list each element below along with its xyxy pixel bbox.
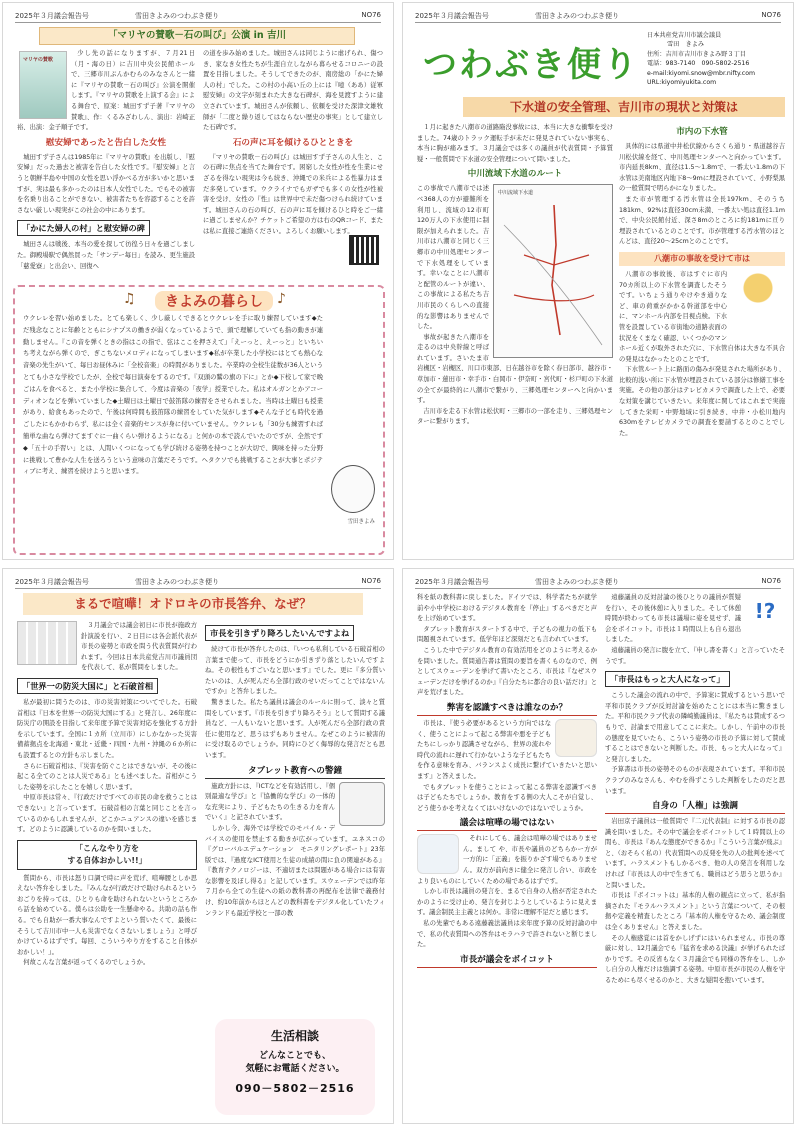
address: 住所：吉川市吉川市きよみ野３丁目 [647,50,746,58]
kiyomi-life-box [13,285,385,555]
section-heading-boxed: 「市長はもっと大人になって」 [605,671,730,687]
article-col-left [17,49,195,281]
ukulele-icon: ♫ [123,291,136,307]
paragraph: ３月議会では議会初日に市長が施政方針演説を行い、２日目には各会派代表が市長の姿勢と市政を問う代表質問が行われます。今回は日本共産党吉川市議員団を代表して、私が質問をしました。 [81,622,197,672]
map-title: 中川流域下水道 [498,190,534,197]
children-illustration [555,719,597,757]
paragraph: 遠藤議員の発言に腹を立て、『申し書を書く』と言っていたそうです。 [605,646,785,665]
section-heading: 中川流域下水道のルート [467,169,563,180]
issue-number: NO76 [361,577,381,585]
kurashi-title: きよみの暮らし [155,291,273,311]
headline: 下水道の安全管理、吉川市の現状と対策は [509,100,738,114]
paragraph: 具体的には県道中井松伏線からさくら通り・県道越谷吉川松伏線を経て、中川処理センターへと向かっています。市内延長8km、直径は1.5～1.8mで、一番太い1.8mの下水管は美南地区内地下8～9mに埋設されていて、小野梨黒の一般質問で明らかになりました。 [619,143,785,193]
paragraph: でもタブレットを使うことによって起こる弊害を認識すべきは子どもたちでしょうか。教育をする側の大人こそが自覚し、どう使うかを考えなくてはいけないのではないでしょうか。 [417,783,597,812]
sewer-route-map [493,184,613,358]
issue-label: 2025年３月議会報告号 [15,578,89,586]
page-header [15,11,381,23]
manhole-illustration [731,270,785,330]
consult-text: 気軽にお電話ください。 [245,1064,345,1074]
section-heading-boxed: 「世界一の防災大国に」と石破首相 [17,678,158,694]
section-heading: 自身の「人権」は強調 [605,800,785,814]
paragraph: 私の先輩でもある遠藤義法議員は来年度予算の反対討論の中で、私の代表質問への答弁はモラハラで許されないと断じました。 [417,920,597,949]
section-heading-line: 「こんなやり方を [75,843,139,853]
paragraph: １月に起きた八潮市の道路陥没事故には、本当に大きな衝撃を受けました。74歳のトラック運転手が未だに発見されていない事実も、本当に胸が痛みます。３月議会では多くの議員が代表質問・予算質疑・一般質問で下水道の安全管理について問いました。 [417,124,613,163]
newsletter-name: 雪田きよみのつわぶき便り [535,578,619,586]
sewer-col-right [619,123,785,555]
speech-cont-col-left [417,593,597,1119]
newsletter-name: 雪田きよみのつわぶき便り [135,12,219,20]
paragraph: 市長は、『使う必要があるという方向ではなく、使うことによって起こる弊害や悪を子どもたちにしっかり認識させながら、世界の流れや時代の流れに遅れて行かないような子どもたちを作る意味を育み、バランスよく成長に繋げていきたいと思います』と答えました。 [417,719,597,780]
sewer-col-left [417,123,613,555]
issue-label: 2025年３月議会報告号 [15,12,89,20]
article-title: 「マリヤの賛歌－石の叫び」公演 in 吉川 [108,30,286,41]
section-heading: 弊害を認識すべきは誰なのか？ [417,702,597,716]
speech-col-left [17,621,197,1119]
headline-banner [23,593,363,615]
portrait-caption: 雪田きよみ [347,519,375,525]
section-heading: 議会は喧嘩の場ではない [417,817,597,831]
paragraph: 吉川市を走る下水管は松伏町・三郷市の一部を走り、三郷処理センターに繋がります。 [417,407,613,426]
issue-label: 2025年３月議会報告号 [415,578,489,586]
paragraph: 『マリヤの賛歌－石の叫び』は城田すず子さんの人生と、この石碑に焦点を当てた舞台です。困窮した女性が性を生業にせざるを得ない現実は今も続き、沖縄での米兵による性暴力はまだ多発しています。ウクライナでもガザでも多くの女性が性被害を受け、女性の『性』は世界中で未だ傷つけられ続けています。城田さんの石の叫び、石の声に耳を傾けるひと時をご一緒に過ごしませんか？チケットご希望の方は右のQRコード、または私に直接ご連絡ください。よろしくお願いします。 [203,153,383,235]
paragraph: しかし今、海外では学校でのモバイル・デバイスの使用を禁止する動きが広がっています。ユネスコの『グローバルエデュケーション モニタリングレポート』23年版では、『過度なICT使用と生徒の成績の間に負の関連がある』『教育テクノロジーは、不適切または問題がある場合には有害な影響を及ぼし得る』と記しています。スウェーデンでは昨年７月から全ての生徒への紙の教科書の再配布を法律で義務付け、約10年前からほとんどの教科書をデジタル化していたフィンランドも最近学校と一部の教 [205,824,385,917]
page-1 [2,2,394,560]
section-heading-boxed: 「かにた婦人の村」と慰安婦の碑 [17,220,150,236]
paragraph: 施政方針には、『ICTなどを有効活用し、『個別最適な学び』と『協働的な学び』の一体的な充実により、子どもたちの生きる力を育んでいく』と記されています。 [205,782,335,822]
tablet-illustration [339,782,385,826]
section-heading: 市長が議会をボイコット [417,954,597,968]
paragraph: さらに石破首相は、『災害を防ぐことはできないが、その後に起こる全てのことは人災である』とも述べました。首相がこうした姿勢を示したことを嬉しく思います。 [17,762,197,791]
paragraph: しかし市長は議員の発言を、まるで自身の人格が否定されたかのように受け止め、発言を封じようとしているように見えます。議会制民主主義とは何か。非常に理解不足だと感じます。 [417,888,597,917]
paragraph: の道を歩み始めました。城田さんは同じように虐げられ、傷つき、家なき女性たちが生涯自立しながら暮らせるコロニーの設置を目指しました。そうしてできたのが、南房総の「かにた婦人の村」でした。この村の小高い丘の上には『噫（ああ）従軍慰安婦』の文字が刻まれた大きな石碑が、海を見渡すように建立されています。城田さんが依頼し、依頼を受けた深津文雄牧師が「二度と繰り返してはならない歴史の事実」として建立した石碑です。 [203,50,383,132]
councillor-name: 雪田 きよみ [667,41,705,49]
masthead-title: つわぶき便り [423,45,639,85]
paragraph: 何故こんな言葉が返ってくるのでしょうか。 [23,959,150,967]
qr-code[interactable] [349,235,379,265]
issue-number: NO76 [761,577,781,585]
issue-number: NO76 [361,11,381,19]
kurashi-body [23,313,379,551]
section-heading-line: する自体おかしい!!」 [67,855,147,865]
headline: まるで喧嘩！オドロキの市長答弁、なぜ？ [74,596,312,611]
consult-text: どんなことでも、 [258,1051,331,1061]
masthead-contact [647,31,787,87]
paragraph: ウクレレを習い始めました。とても楽しく、少し厳しくできるとウクレレを手に取り練習しています◆ただ残念なことに年齢とともにシナプスの働きが弱くなっているようで、頭で理解していても指の動きが連動しません。『この音を弾くときの指はこの指で、弦はここを押さえて』「えーっと、えーっと」といちいち考えながら弾くので、ぎこちないメロディになってしまいます◆私が卒業した小学校にはとても熱心な音楽の先生がいて、毎日お昼休みに「全校音楽」の時間がありました。卒業時の全校生徒数が36人というとても小さな学校でしたが、全校で毎日演奏をするのです。『双頭の鷲の旗の下に』とか◆下校して家で晩ごはんを食べると、また小学校に集合して、今度は音楽の「夜学」授業でした。私はオルガンとかアコーディオンなどを弾いていました◆土曜日は土曜日で鼓笛隊の練習をさせられました。当時は土曜日も授業があり、給食もあったので、午後は何時間も鼓笛隊の練習をしていた気がします◆そんな子ども時代を過ごしたにもかかわらず、私には全く音楽的センスが身に付いていません。ウクレレも「30分も練習すれば簡単な曲なら弾けてますぐに一曲くらい弾けるようになる」と何かの本で読んでいたのですが、全然です◆「五十の手習い」とは、人間いくつになっても学び続ける姿勢を持つことが大切で、興味を持った分野に挑戦して豊かな人生を送ろうという意味の言葉だそうです。ヘタクソでも挑戦することが大事とポジティブに考え、練習を続けようと思います。 [23,315,323,476]
paragraph: タブレット教育がスタートする中で、子どもの視力の低下も問題視されています。低学年ほど深刻だとも言われています。 [417,625,597,644]
paragraph: 私が最初に問うたのは、市の災害対策についてでした。石破首相は『日本を世界一の防災大国にする』と発言し、26年度に防災庁の開設を目指して来年度予算で災害対応を強化する方針を示しています。全国に１カ所（立川市）にしかなかった災害備蓄拠点を北海道・東北・近畿・四国・九州・沖縄の６か所にも設置するとの方針も示しました。 [17,698,197,759]
paragraph: 中原市長は常々、『行政だけですべての市民の命を救うことはできない』と言っています。石破首相の言葉と同じことを言っているのかもしれませんが、どこかニュアンスの違いを感じます。どのように認識しているのかを問いました。 [17,794,197,834]
ukulele-icon: ♪ [277,291,286,307]
paragraph: 少し先の話になりますが、７月21日（月・海の日）に吉川中央公民館ホールで、三郷市川ぶんかむらのみなさんと一緒に『マリヤの賛歌－石の叫び』公演を開催します。『マリヤの賛歌を上演する会』による舞台で、原案：城田すず子著『マリヤの賛歌』、作：くるみざわしん、演出：岩崎正裕、出演：金子順子です。 [17,50,195,132]
issue-number: NO76 [761,11,781,19]
issue-label: 2025年３月議会報告号 [415,12,489,20]
speech-cont-col-right [605,593,785,1119]
paragraph: こうした議会の流れの中で、予算案に賛成するという思いで平和市民クラブが反対討論を始めたことには本当に驚きました。平和市民クラブ代表の隣崎勤議員は、『私たちは賛成するつもりで、討論まで用意してここに来た。しかし、午前中の市長の態度を見ていたら、こういう姿勢の市長の予算に対して賛成することはできないと判断した。市長、もっと大人になって』と発言しました。 [605,692,785,763]
paragraph: また市が管理する汚水管は全長197km、そのうち181km、92%は直径30cm未満、一番太い処は直径1.1mで、中央公民館付近、深さ8mのところに約181mに亘り埋設されているとのことです。市が管理する汚水管のほとんどは、直径20～25cmとのことです。 [619,195,785,246]
speech-col-right [205,621,385,1015]
page-4 [402,568,794,1124]
map-lines [494,185,612,357]
paragraph: それにしても、議会は喧嘩の場ではありません。まして や、市長や議員のどちらかー方が一方的に「正義」を振りかざす場でもありません。双方が前向きに健全に発言し合い、市政をより良いものにしていくための場であるはずです。 [417,835,597,885]
poster-label: マリヤの賛歌 [23,57,53,63]
consultation-box[interactable] [215,1019,375,1115]
headline-banner [463,97,785,117]
consult-phone[interactable]: 090－5802－2516 [235,1082,355,1095]
paragraph: 科を紙の教科書に戻しました。ドイツでは、科学者たちが就学前や小中学校におけるデジタル教育を『停止』するべきだと声を上げ始めています。 [417,594,597,623]
section-heading: 八潮市の事故を受けて市は [654,253,750,263]
paragraph: 予算書は市長の姿勢そのものが表現されています。平和市民クラブのみなさんも、やむを得ずこうした判断をしたのだと思います。 [605,766,785,795]
author-portrait [331,465,375,513]
paragraph: こうした中でデジタル教育の有効活用をどのように考えるかを問いました。質問通告書は質問の要旨を書くものなので、例としてスウェーデンを挙げて書いたところ、市長は『なぜスウェーデンだけを挙げるのか』『自分たちに都合の良い話だけ』と声を荒げました。 [417,646,597,697]
paragraph: 事故が起きた八潮市を走るのは中央幹線と呼ばれています。さいたま市岩槻区・岩槻区、川口市東部、日在越谷市を除く春日部市、越谷市・草加市・蓮田市・幸手市・白岡市・伊奈町・宮代町・杉戸町の下水道の全てが最終的に八潮市で繋がり、三郷処理センターへと向かいます。 [417,333,613,405]
paragraph: この事故で八潮市では述べ368人の方が避難所を利用し、流域の12市町120万人の下水使用に制限が加えられました。吉川市は八潮市と同じく三郷市の中川処理センターで下水処理をしています。幸いなことに八潮市と配管のルートが違い、この事故による私たち吉川市民のくらしへの直接的な影響はありませんでした。 [417,185,489,331]
paragraph: 続けて市長が答弁したのは、『いつも私利している石破首相の言葉まで使って、市長をどうにか引きずり落としたいんですよね。その根性もすごいなと思います』でした。更に『多分質いたいのは、人が死んだら全部行政のせいだってことではないんですか』と答弁しました。 [205,646,385,696]
page-2 [402,2,794,560]
paragraph: その人権感覚には首をかしげずにはいられません。市長の尊厳に対し、12月議会でも『猛省を求める決議』が挙げられたばかりです。その反省もなく３月議会でも同様の答弁をし、しかし自分の人権だけは強調する姿勢。中原市長が市民の人権を守るためにも尽くせるのかと、大きな疑問を抱いています。 [605,934,785,984]
paragraph: 下水管ルート上に路面の傷みが発見された場所があり、比較的浅い所に下水管が埋設されている部分は修繕工事を実施。その他の部分はテレビカメラで調査した上で、必要な対策を講じていきたい。来年度に関してはこれまで実施してきた栄町・中野地域に引き続き、中井・小松川地内630mをテレビカメラでの調査を要請するとのことでした。 [619,366,785,437]
website-link[interactable]: URL:kiyomiyukita.com [647,79,717,87]
page-header [15,577,381,589]
newsletter-name: 雪田きよみのつわぶき便り [135,578,219,586]
section-banner [619,252,785,266]
paragraph: 市長は『ボイコットは』基本的人権の観点に立って、私が指摘された『モラルハラスメント』という言葉について、その根拠や定義を精査したところ『基本的人権を守るため、議会制度は全くありません』と答えました。 [605,892,785,932]
page-header [415,577,781,589]
paragraph: 城田さんは戦後、本当の愛を探して彷徨う日々を過ごしました。御殿場駅で偶然買った「サンデー毎日」を読み、更生施設「慈愛寮」と出会い、回復へ [17,241,195,270]
paragraph: 遠藤議員の反対討論の後ひとりの議員が質疑を行い、その後休憩に入りました。そして休憩時間が終わっても市長は議場に姿を見せず、議会をボイコット。市長は１時間以上も自ら退出しました。 [605,594,741,644]
argument-illustration [417,834,459,874]
section-heading-boxed: 市長を引きずり降ろしたいんですよね [205,625,354,641]
section-heading-double [17,840,197,870]
article-title-banner [39,27,355,45]
party-label: 日本共産党吉川市議会議員 [647,32,722,39]
question-mark-illustration: !? [754,599,776,623]
paragraph: 城田すず子さんは1985年に『マリヤの賛歌』を出版し、『慰安婦』だった過去と被害を告白した女性です。『慰安婦』と言うと朝鮮半島や中国の女性を思い浮かべる方が多いかと思いますが、実は最も多かったのは日本人女性でした。でもその被害を名乗り出ることができない、被害者たちを容認することを許さない厳しい現実がこの社会の中にあります。 [17,153,195,214]
phone: 電話：983-7140 090-5802-2516 [647,60,750,68]
consult-title: 生活相談 [270,1029,319,1043]
page-header [415,11,781,23]
paragraph: 八潮市の事故後、市はすぐに市内70カ所以上の下水管を調査したそうです。いちょう通りやけやき通りなど、車の荷重がかかる幹道部を中心に、マンホール内部を目視点検。下水管を設置している市街地の道路表面の状況をくまなく確認、いくつかのマンホール近くが取外された穴に、下水管自体は大きな不具合の発見はなかったとのことです。 [619,270,785,363]
email-link[interactable]: e-mail:kiyomi.snow@mbr.nifty.com [647,69,756,77]
section-heading: 慰安婦であったと告白した女性 [45,137,167,148]
page-3 [2,568,394,1124]
newsletter-name: 雪田きよみのつわぶき便り [535,12,619,20]
paragraph: 驚きました。私たち議員は議会のルールに則って、淡々と質問をしています。『市長を引きずり降ろそう』として質問する議員など、一人もいないと思います。人が死んだら全部行政の責任に使用など、思うはずもありません。なぜこのように被害的に受け取るのでしょうか。同時にひどく侮辱的な発言だとも思います。 [205,698,385,759]
section-heading: 市内の下水管 [676,127,728,137]
section-heading: タブレット教育への警鐘 [205,765,385,779]
paragraph: 岩田京子議員は一般質問で『二元代表制』に対する市長の認識を問いました。その中で議会をボイコットして１時間以上の間も、市長は『あんな態度ができるか』『こういう言葉が飛ぶ』と、（おそらく私の）代表質問への反発を先の人の批判を述べています。ハラスメントもしかるべき、他の人の発言を利用しなければ『市長は人の中で生きても、職員はどう思うと思うか』と問いました。 [605,818,785,889]
section-heading: 石の声に耳を傾けるひとときを [232,137,354,148]
paragraph: 質問から、市長は怒り口調で時に声を荒げ、喧嘩腰としか思えない答弁をしました。『みんなが行政だけで助けられるというおごりを持っては、ひとりも命を助けられないというところから話を始めている。僕らは公助を一生懸命やる。共助の話も作る。でも自助が一番大事なんですよという質いたくて、最後にそうして吉川市中一人も災害でなくさないしましょう』と呼びかけているはずです。毎回、こういうやり方をすること自体がおかしい！』。 [17,874,197,956]
